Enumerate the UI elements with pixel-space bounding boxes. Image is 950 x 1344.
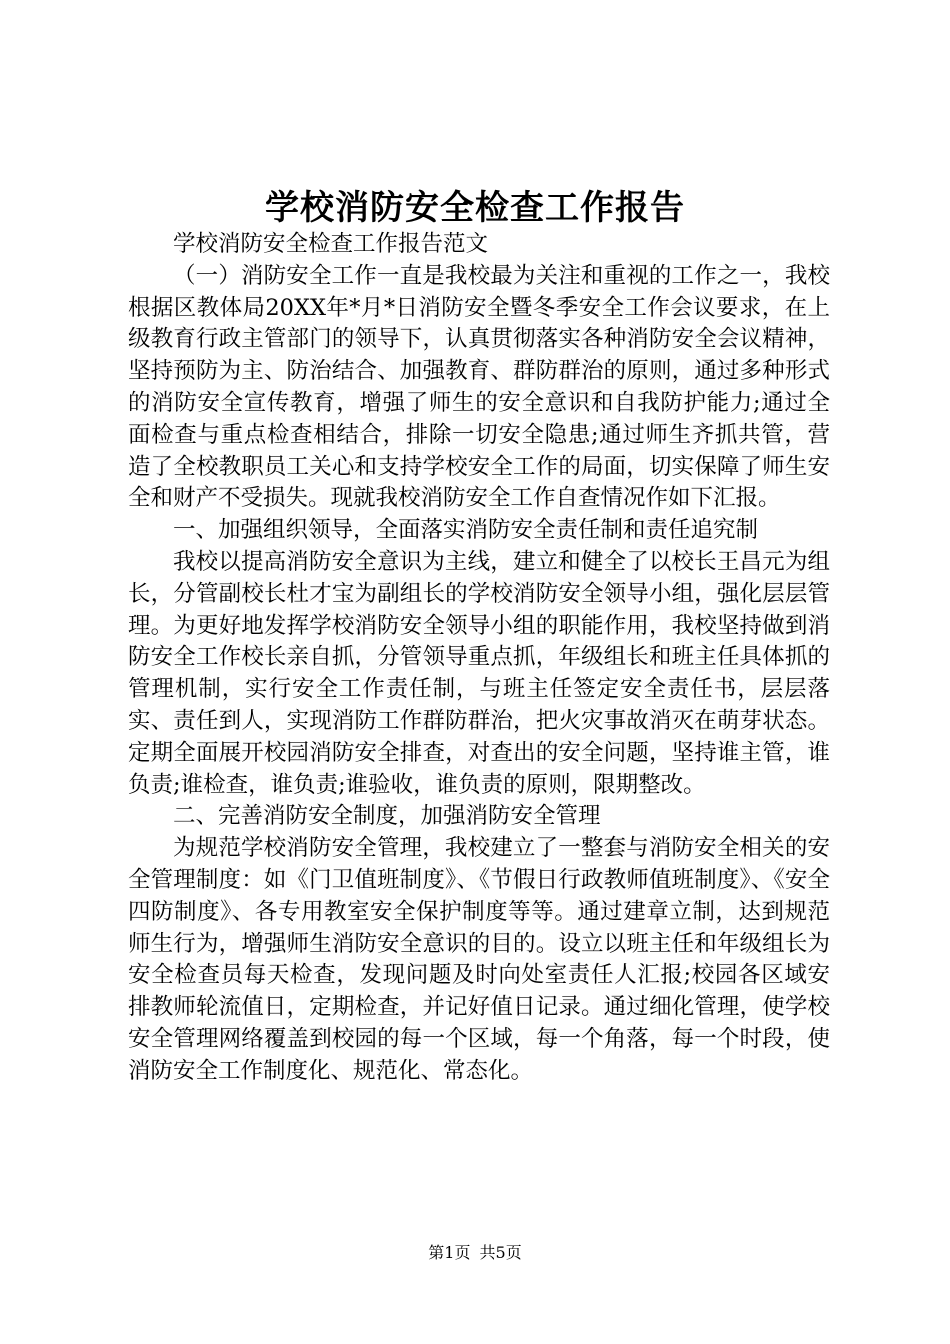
- section-2-paragraph: 为规范学校消防安全管理，我校建立了一整套与消防安全相关的安全管理制度：如《门卫值班制度》、《节假日行政教师值班制度》、《安全四防制度》、各专用教室安全保护制度等等。通过建章立制，达到规范师生行为，增强师生消防安全意识的目的。设立以班主任和年级组长为安全检查员每天检查，发现问题及时向处室责任人汇报;校园各区域安排教师轮流值日，定期检查，并记好值日记录。通过细化管理，使学校安全管理网络覆盖到校园的每一个区域，每一个角落，每一个时段，使消防安全工作制度化、规范化、常态化。: [128, 835, 830, 1084]
- section-heading-2: 二、完善消防安全制度，加强消防安全管理: [173, 803, 601, 830]
- page-number: 第1页: [428, 1243, 471, 1262]
- page-total: 共5页: [479, 1243, 522, 1262]
- intro-paragraph: （一）消防安全工作一直是我校最为关注和重视的工作之一，我校根据区教体局20XX年*月*日消防安全暨冬季安全工作会议要求，在上级教育行政主管部门的领导下，认真贯彻落实各种消防安全会议精神，坚持预防为主、防治结合、加强教育、群防群治的原则，通过多种形式的消防安全宣传教育，增强了师生的安全意识和自我防护能力;通过全面检查与重点检查相结合，排除一切安全隐患;通过师生齐抓共管，营造了全校教职员工关心和支持学校安全工作的局面，切实保障了师生安全和财产不受损失。现就我校消防安全工作自查情况作如下汇报。: [128, 262, 830, 512]
- section-1-paragraph: 我校以提高消防安全意识为主线，建立和健全了以校长王昌元为组长，分管副校长杜才宝为副组长的学校消防安全领导小组，强化层层管理。为更好地发挥学校消防安全领导小组的职能作用，我校坚持做到消防安全工作校长亲自抓，分管领导重点抓，年级组长和班主任具体抓的管理机制，实行安全工作责任制，与班主任签定安全责任书，层层落实、责任到人，实现消防工作群防群治，把火灾事故消灭在萌芽状态。定期全面展开校园消防安全排查，对查出的安全问题，坚持谁主管，谁负责;谁检查，谁负责;谁验收，谁负责的原则，限期整改。: [128, 548, 830, 798]
- section-heading-1: 一、加强组织领导，全面落实消防安全责任制和责任追究制: [173, 517, 759, 544]
- document-body: [128, 229, 830, 1088]
- page-footer: [0, 1243, 950, 1263]
- document-title: 学校消防安全检查工作报告: [265, 188, 685, 228]
- subtitle-paragraph: 学校消防安全检查工作报告范文: [173, 231, 489, 257]
